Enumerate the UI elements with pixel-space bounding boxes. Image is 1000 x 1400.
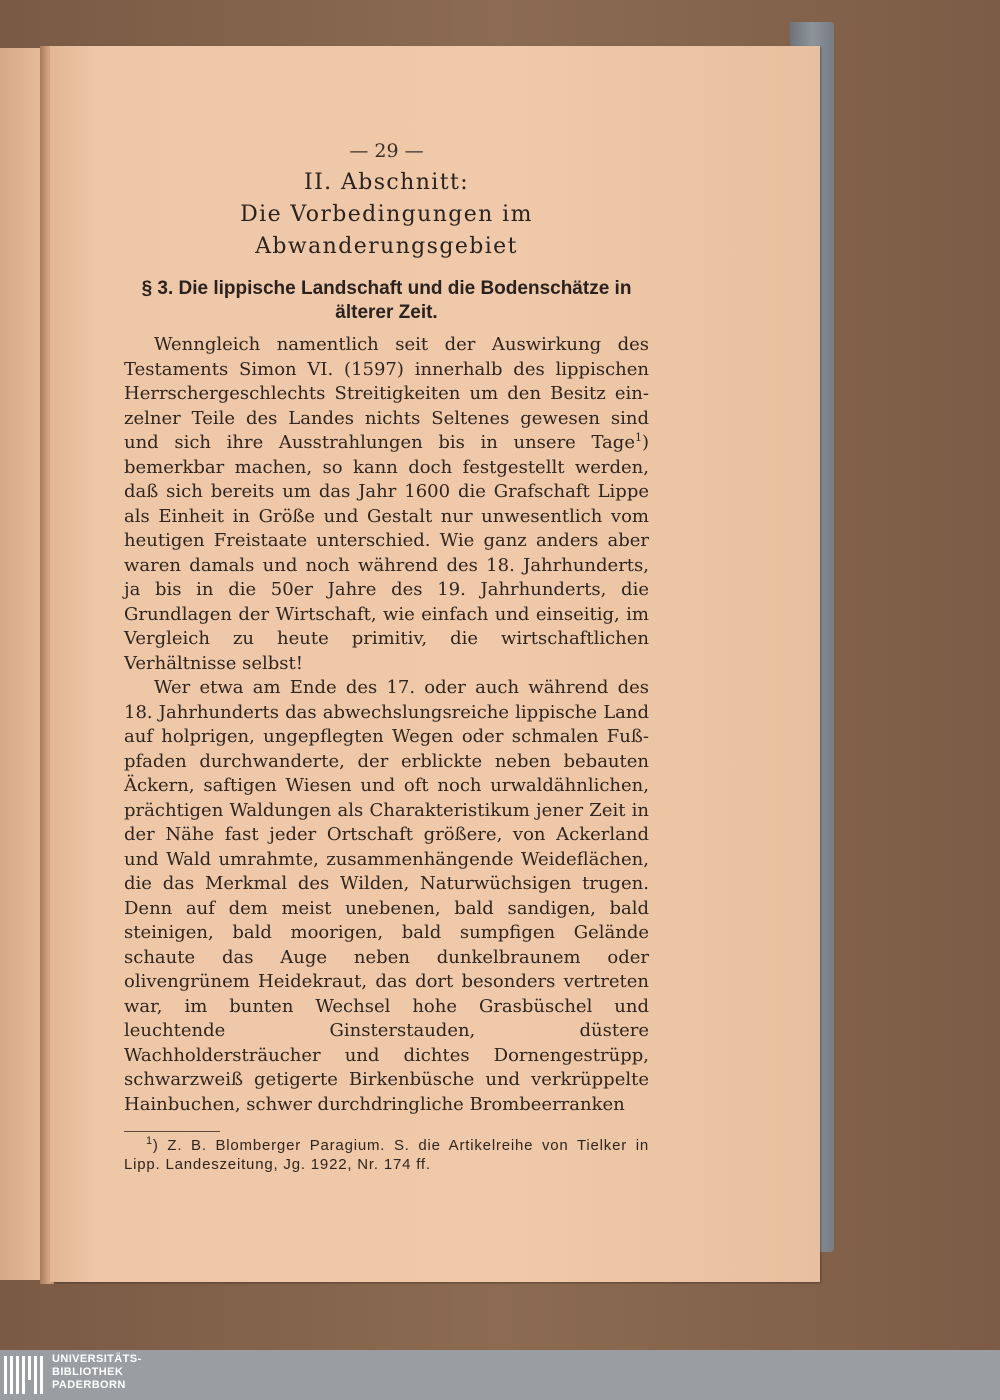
footnote-1-marker: 1 (146, 1135, 153, 1147)
paragraph-2: Wer etwa am Ende des 17. oder auch während des 18. Jahrhunderts das abwechslungsreiche lippische Land auf holprigen, ungepflegten Wegen oder schmalen Fußpfaden durchwanderte, der erblickte neben bebauten Äckern, saftigen Wiesen und oft noch urwaldähnlichen, prächtigen Waldungen als Charakteristikum jener Zeit in der Nähe fast jeder Ortschaft größere, von Ackerland und Wald umrahmte, zusammenhängende Weideflächen, die das Merkmal des Wilden, Naturwüchsigen trugen. Denn auf dem meist unebenen, bald sandigen, bald steinigen, bald moorigen, bald sumpfigen Gelände schaute das Auge neben dunkelbraunem oder olivengrünem Heidekraut, das dort besonders vertreten war, im bunten Wechsel hohe Grasbüschel und leuchtende Ginsterstauden, düstere Wachholdersträucher und dichtes Dornengestrüpp, schwarzweiß getigerte Birkenbüsche und verkrüppelte Hainbuchen, schwer durchdringliche Brombeerranken (124, 677, 649, 1115)
page-number: — 29 — (349, 140, 424, 162)
left-page-edge (0, 48, 44, 1280)
library-name (52, 1353, 142, 1392)
section-title: Die Vorbedingungen im Abwanderungsgebiet (240, 202, 533, 259)
library-name-line-2: BIBLIOTHEK (52, 1366, 124, 1378)
page-content (124, 140, 649, 1174)
library-footer-bar (0, 1350, 1000, 1400)
paragraph-1 (124, 333, 649, 676)
library-name-line-3: PADERBORN (52, 1379, 126, 1391)
paragraph-1-part-a: Wenngleich namentlich seit der Auswirkung des Testaments Simon VI. (1597) innerhalb des lippischen Herrschergeschlechts Streitigkeiten um den Besitz einzelner Teile des Landes nichts Seltenes gewesen sind und sich ihre Ausstrahlungen bis in unsere Tage (124, 334, 649, 453)
paragraph-1-part-b: ) bemerkbar machen, so kann doch festgestellt werden, daß sich bereits um das Jahr 1600 die Grafschaft Lippe als Einheit in Größe und Gestalt nur unwesentlich vom heutigen Freistaate unterschied. Wie ganz anders aber waren damals und noch während des 18. Jahrhunderts, ja bis in die 50er Jahre des 19. Jahrhunderts, die Grundlagen der Wirtschaft, wie einfach und einseitig, im Vergleich zu heute primitiv, die wirtschaftlichen Verhältnisse selbst! (124, 432, 649, 674)
library-name-line-1: UNIVERSITÄTS- (52, 1353, 142, 1365)
book-page (50, 46, 820, 1282)
subsection-title: § 3. Die lippische Landschaft und die Bodenschätze in älterer Zeit. (141, 278, 632, 323)
footnote-reference: 1 (634, 431, 642, 444)
footnote-1 (124, 1136, 649, 1174)
footnote-1-text: ) Z. B. Blomberger Paragium. S. die Artikelreihe von Tielker in Lipp. Landeszeitung, Jg. 1922, Nr. 174 ff. (124, 1137, 649, 1173)
library-logo-icon (2, 1352, 46, 1398)
footnote-divider (124, 1131, 220, 1132)
section-heading: II. Abschnitt: (303, 170, 470, 195)
